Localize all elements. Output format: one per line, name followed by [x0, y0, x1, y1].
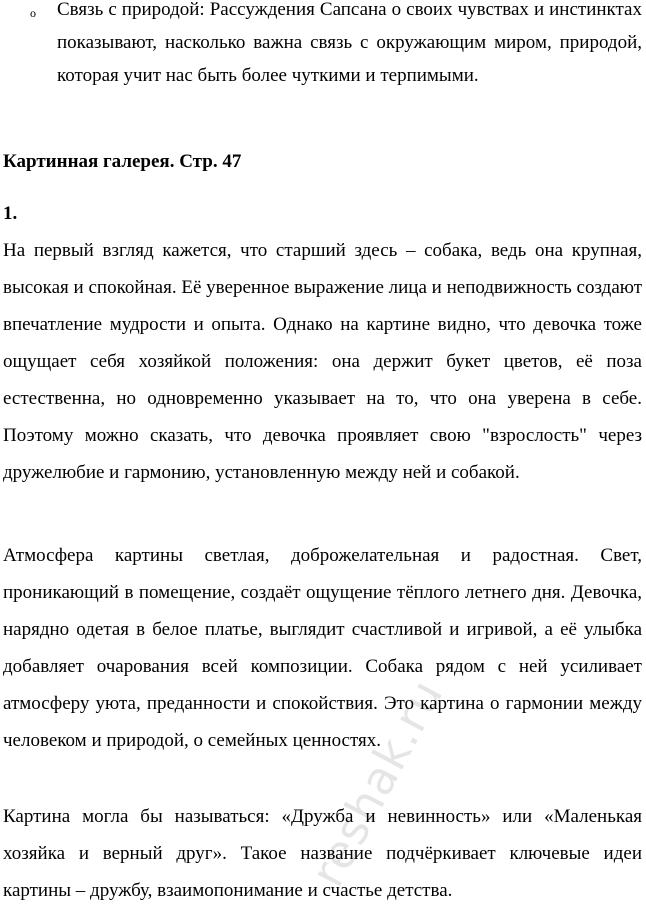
section-heading: Картинная галерея. Стр. 47 — [3, 151, 242, 172]
paragraph-3: Картина могла бы называться: «Дружба и невинность» или «Маленькая хозяйка и верный друг». Такое название подчёркивает ключевые идеи картины – дружбу, взаимопонимание и счастье детства. — [3, 806, 642, 901]
paragraph-1: На первый взгляд кажется, что старший здесь – собака, ведь она крупная, высокая и спокойная. Её уверенное выражение лица и неподвижность создают впечатление мудрости и опыта. Однако на картине видно, что девочка тоже ощущает себя хозяйкой положения: она держит букет цветов, её поза естественна, но одновременно указывает на то, что она уверена в себе. Поэтому можно сказать, что девочка проявляет свою "взрослость" через дружелюбие и гармонию, установленную между ней и собакой. — [3, 240, 642, 483]
paragraph-2: Атмосфера картины светлая, доброжелательная и радостная. Свет, проникающий в помещение, создаёт ощущение тёплого летнего дня. Девочка, нарядно одетая в белое платье, выглядит счастливой и игривой, а её улыбка добавляет очарования всей композиции. Собака рядом с ней усиливает атмосферу уюта, преданности и спокойствия. Это картина о гармонии между человеком и природой, о семейных ценностях. — [3, 545, 642, 751]
bullet-text: Связь с природой: Рассуждения Сапсана о своих чувствах и инстинктах показывают, насколько важна связь с окружающим миром, природой, которая учит нас быть более чуткими и терпимыми. — [57, 0, 642, 86]
bullet-marker: o — [30, 6, 36, 20]
item-number: 1. — [3, 203, 18, 224]
watermark: reshak.ru — [300, 670, 454, 896]
